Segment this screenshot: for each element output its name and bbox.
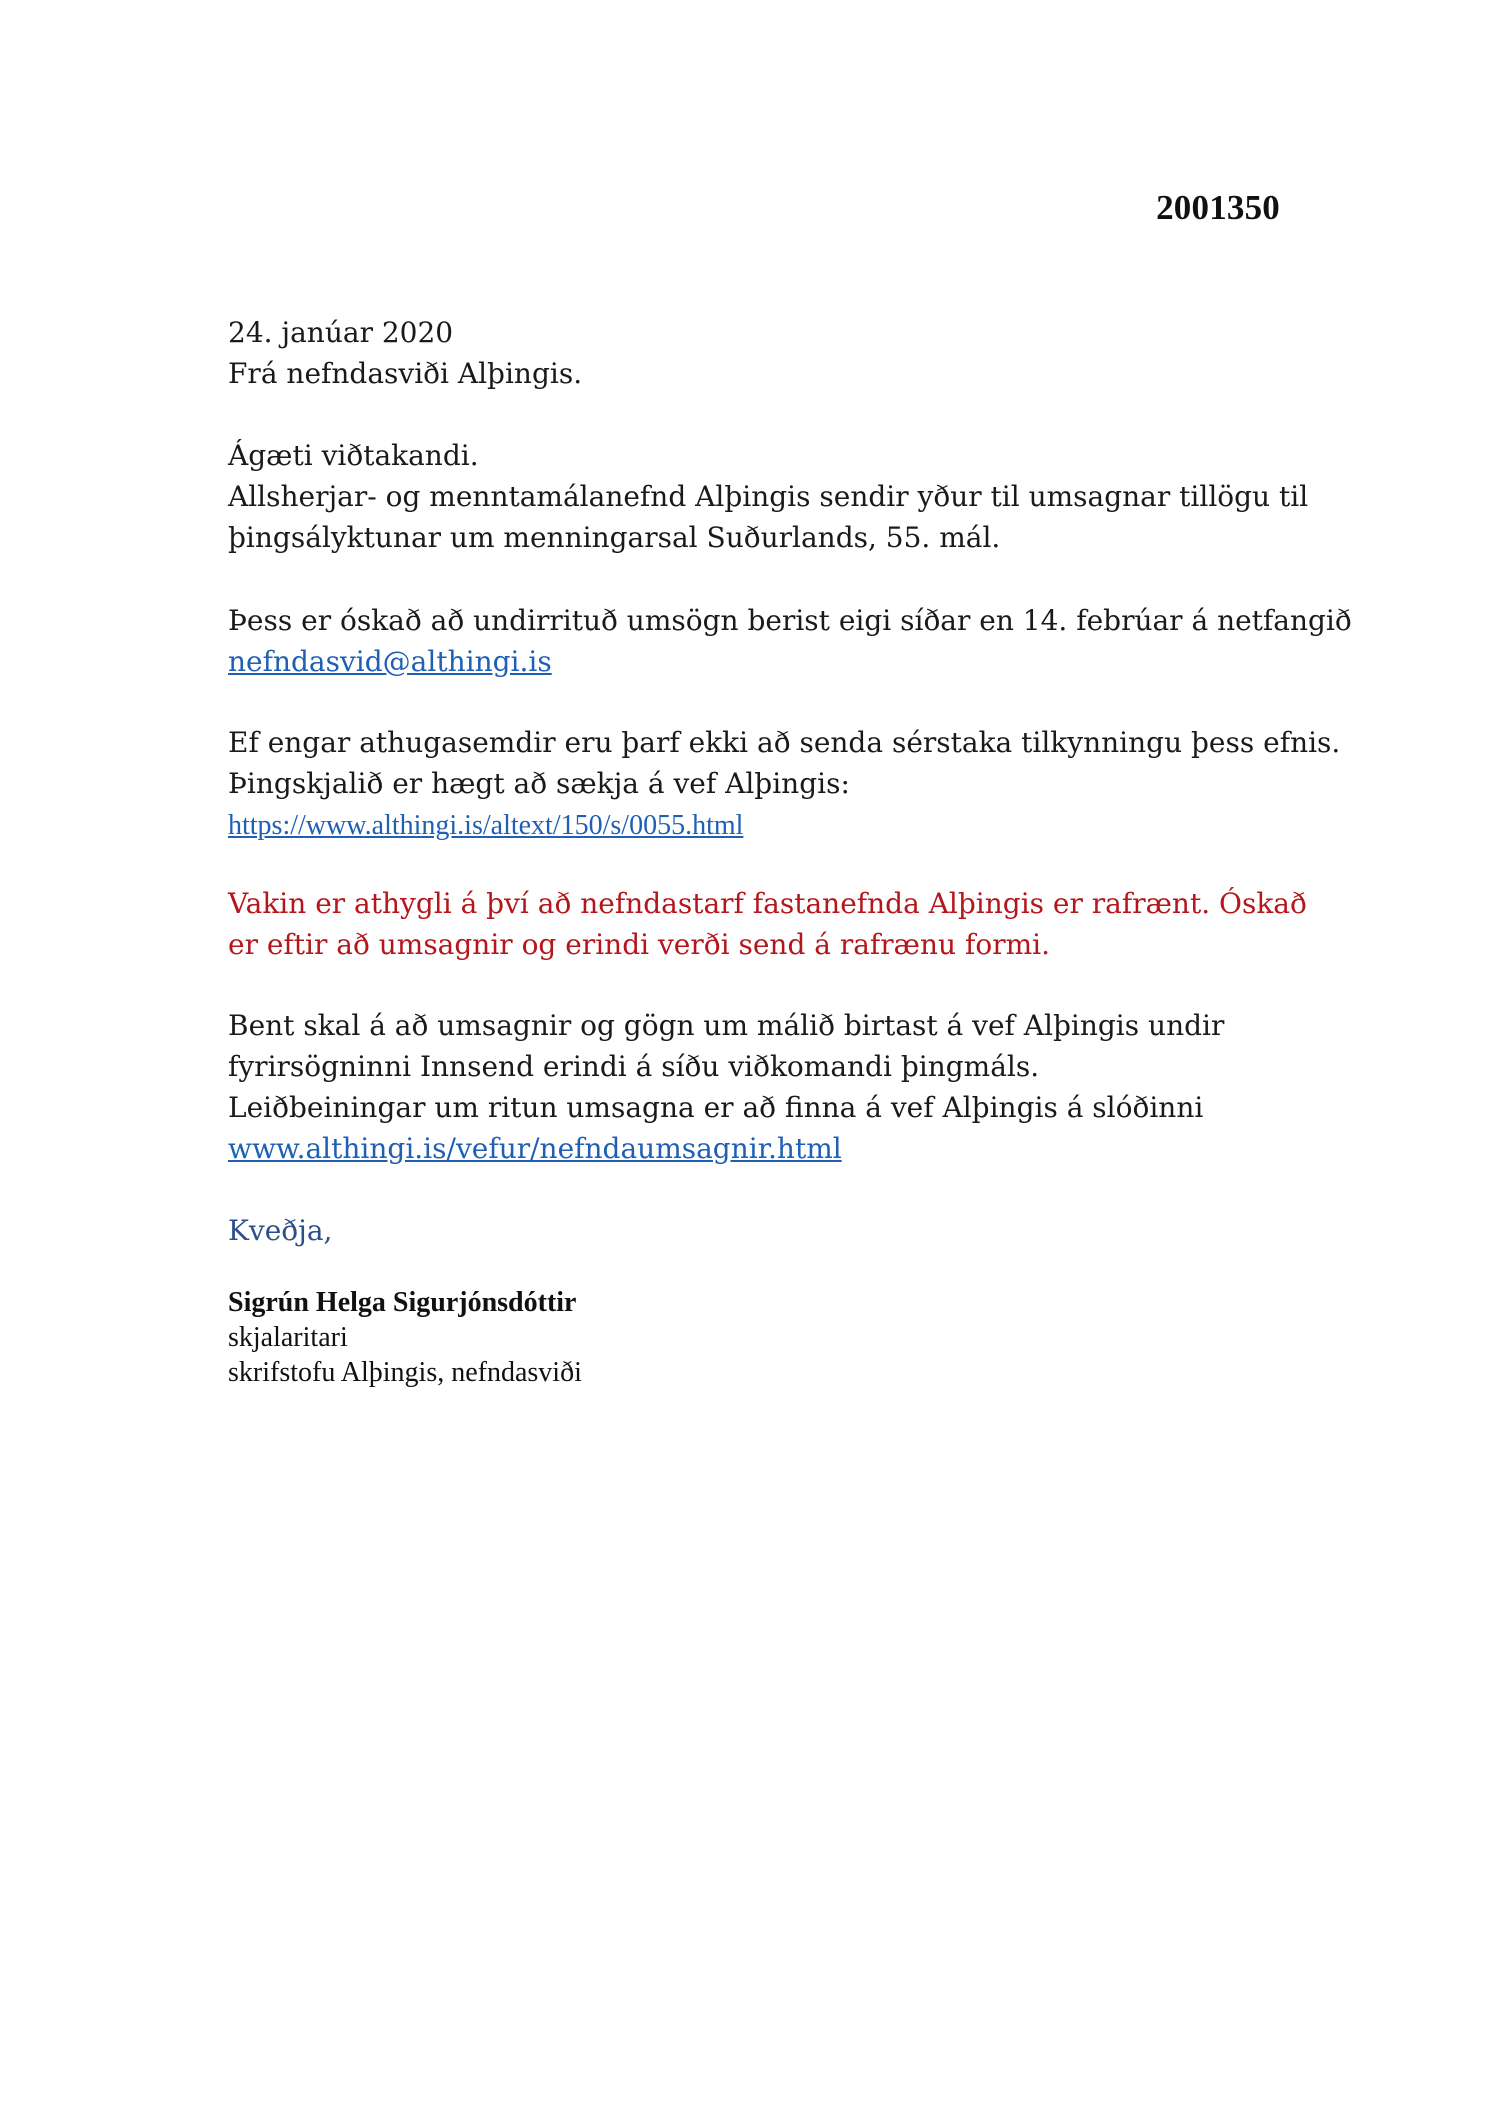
document-number: 2001350 <box>1156 188 1280 227</box>
signature-title: skjalaritari <box>228 1322 348 1353</box>
greeting-paragraph <box>228 435 1308 558</box>
salutation: Ágæti viðtakandi. <box>228 439 479 472</box>
notice-line-2: er eftir að umsagnir og erindi verði send á rafrænu formi. <box>228 928 1050 961</box>
closing-text: Kveðja, <box>228 1214 333 1247</box>
greeting-line-1: Allsherjar- og menntamálanefnd Alþingis sendir yður til umsagnar tillögu til <box>228 480 1309 513</box>
publication-line-3: Leiðbeiningar um ritun umsagna er að finna á vef Alþingis á slóðinni <box>228 1091 1204 1124</box>
signature-name: Sigrún Helga Sigurjónsdóttir <box>228 1287 577 1318</box>
deadline-paragraph <box>228 600 1352 682</box>
notice-line-1: Vakin er athygli á því að nefndastarf fastanefnda Alþingis er rafrænt. Óskað <box>228 887 1307 920</box>
no-comments-line-2: Þingskjalið er hægt að sækja á vef Alþingis: <box>228 767 850 800</box>
guidelines-url-line <box>228 1128 1308 1169</box>
signature-block <box>228 1285 582 1390</box>
electronic-notice-paragraph <box>228 883 1308 965</box>
deadline-email-line <box>228 641 1308 682</box>
publication-line-1: Bent skal á að umsagnir og gögn um málið birtast á vef Alþingis undir <box>228 1009 1225 1042</box>
publication-paragraph <box>228 1005 1308 1169</box>
letter-header <box>228 312 1308 394</box>
letter-sender: Frá nefndasviði Alþingis. <box>228 357 583 390</box>
signature-office: skrifstofu Alþingis, nefndasviði <box>228 1357 582 1388</box>
document-url-link[interactable]: https://www.althingi.is/altext/150/s/0055.html <box>228 810 744 841</box>
closing-paragraph <box>228 1210 1308 1251</box>
letter-date: 24. janúar 2020 <box>228 316 454 349</box>
greeting-line-2: þingsályktunar um menningarsal Suðurlands, 55. mál. <box>228 521 1001 554</box>
no-comments-paragraph <box>228 722 1341 846</box>
guidelines-url-link[interactable]: www.althingi.is/vefur/nefndaumsagnir.html <box>228 1132 842 1165</box>
email-link[interactable]: nefndasvid@althingi.is <box>228 645 552 678</box>
deadline-line-1: Þess er óskað að undirrituð umsögn berist eigi síðar en 14. febrúar á netfangið <box>228 604 1352 637</box>
document-url-line <box>228 804 1308 846</box>
publication-line-2: fyrirsögninni Innsend erindi á síðu viðkomandi þingmáls. <box>228 1050 1040 1083</box>
no-comments-line-1: Ef engar athugasemdir eru þarf ekki að senda sérstaka tilkynningu þess efnis. <box>228 726 1341 759</box>
